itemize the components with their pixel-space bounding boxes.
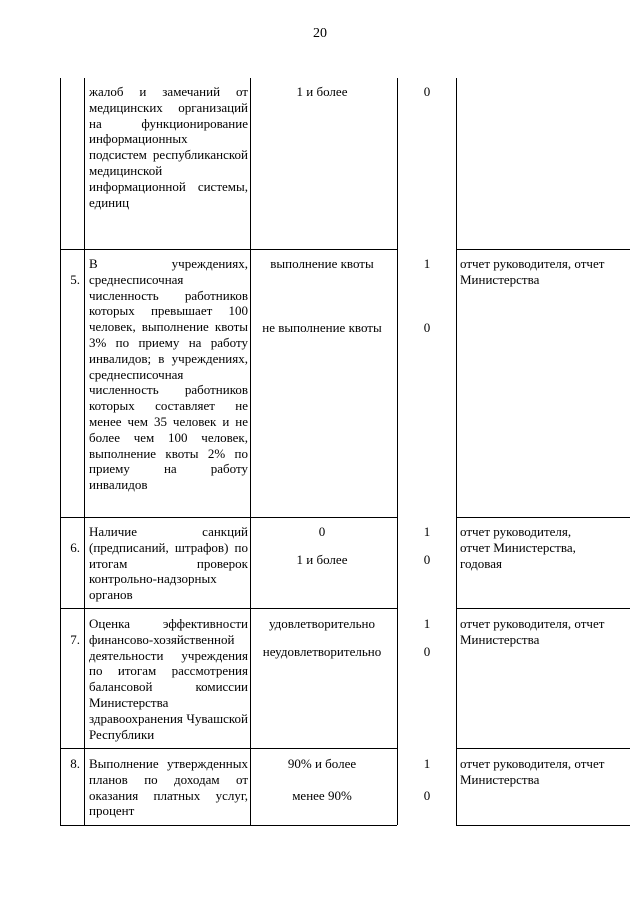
criterion-value: неудовлетворительно: [262, 644, 382, 659]
row-number: 7.: [70, 632, 80, 647]
score-value: 0: [423, 320, 431, 335]
criterion-value: выполнение квоты: [270, 256, 374, 271]
report-source: отчет руководителя, отчет Министерства: [460, 256, 605, 287]
table-border-left: [60, 78, 61, 825]
row-divider: [456, 517, 630, 518]
table-border-num: [84, 78, 85, 825]
score-value: 0: [423, 84, 431, 99]
criterion-value: 1 и более: [296, 552, 348, 567]
row-divider: [60, 249, 397, 250]
score-value: 1: [423, 524, 431, 539]
table-border-desc: [250, 78, 251, 825]
score-value: 0: [423, 788, 431, 803]
table-border-crit: [397, 78, 398, 825]
row-number: 8.: [70, 756, 80, 771]
row-number: 5.: [70, 272, 80, 287]
criterion-value: 90% и более: [287, 756, 357, 771]
score-value: 1: [423, 256, 431, 271]
table-bottom: [456, 825, 630, 826]
criterion-value: не выполнение квоты: [262, 320, 382, 335]
score-value: 1: [423, 756, 431, 771]
table-bottom: [60, 825, 397, 826]
score-value: 0: [423, 552, 431, 567]
indicator-description: Оценка эффективности финансово-хозяйственной деятельности учреждения по итогам рассмотрения балансовой комиссии Министерства здравоохранения Чувашской Республики: [89, 616, 248, 742]
criterion-value: 0: [318, 524, 326, 539]
row-divider: [60, 608, 397, 609]
row-divider: [60, 517, 397, 518]
indicator-description: Наличие санкций (предписаний, штрафов) по итогам проверок контрольно-надзорных органов: [89, 524, 248, 603]
indicator-description: В учреждениях, среднесписочная численность работников которых превышает 100 человек, выполнение квоты 3% по приему на работу инвалидов; в учреждениях, среднесписочная численность работников которых составляет не менее чем 35 человек и не более чем 100 человек, выполнение квоты 2% по приему на работу инвалидов: [89, 256, 248, 493]
report-source: отчет руководителя, отчет Министерства: [460, 756, 605, 787]
indicator-description: жалоб и замечаний от медицинских организаций на функционирование информационных подсистем республиканской медицинской информационной системы, единиц: [89, 84, 248, 210]
score-value: 1: [423, 616, 431, 631]
row-divider: [456, 608, 630, 609]
row-number: 6.: [70, 540, 80, 555]
table-border-score: [456, 78, 457, 825]
score-value: 0: [423, 644, 431, 659]
criterion-value: удовлетворительно: [268, 616, 376, 631]
row-divider: [456, 249, 630, 250]
row-divider: [60, 748, 397, 749]
row-divider: [456, 748, 630, 749]
page-number: 20: [313, 26, 327, 41]
indicator-description: Выполнение утвержденных планов по доходам от оказания платных услуг, процент: [89, 756, 248, 819]
criterion-value: менее 90%: [292, 788, 352, 803]
report-source: отчет руководителя, отчет Министерства: [460, 616, 605, 647]
criterion-value: 1 и более: [296, 84, 348, 99]
report-source: отчет руководителя, отчет Министерства, годовая: [460, 524, 576, 571]
